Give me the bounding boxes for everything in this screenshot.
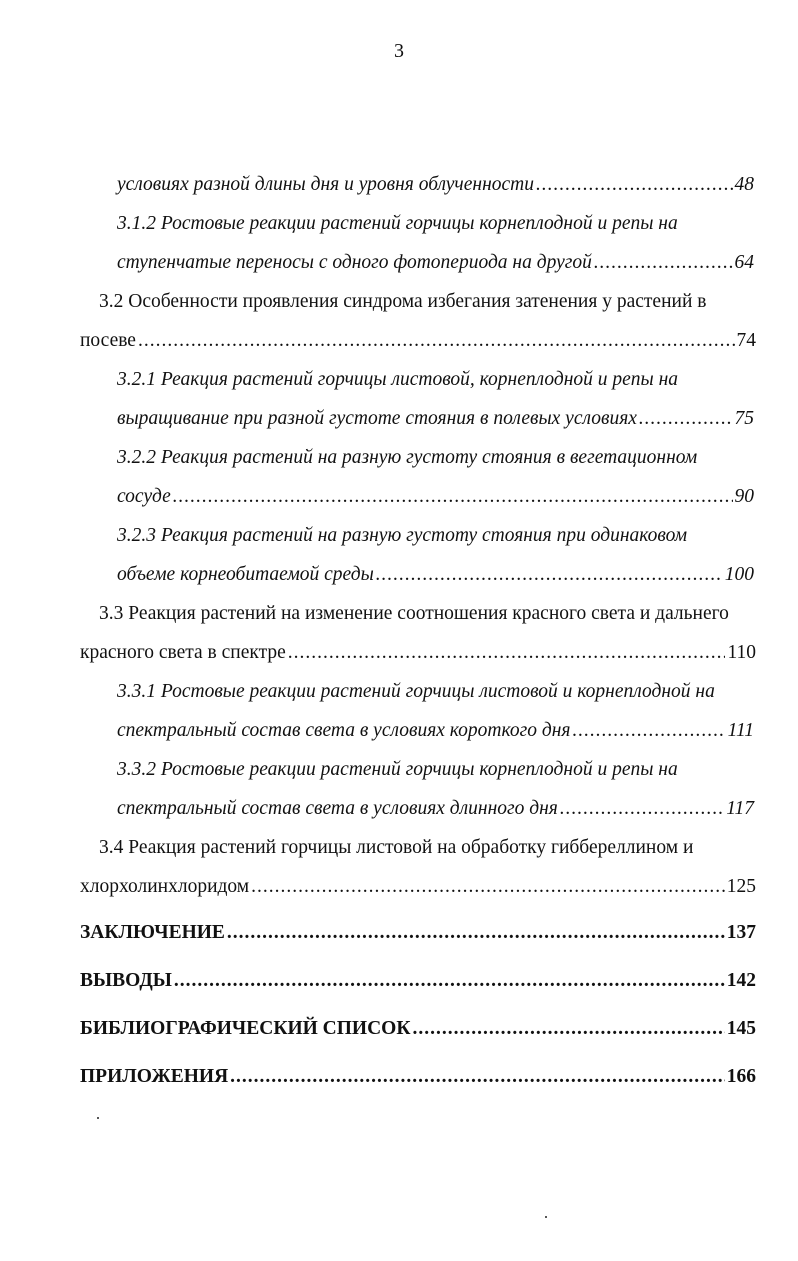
toc-entry-text: 3.3.1 Ростовые реакции растений горчицы листовой и корнеплодной на: [117, 681, 715, 702]
toc-entry-text: объеме корнеобитаемой среды: [117, 564, 374, 585]
toc-entry-text: 3.3 Реакция растений на изменение соотношения красного света и дальнего: [99, 603, 729, 624]
dot-leader: [536, 172, 733, 198]
toc-entry-page: 75: [734, 408, 754, 429]
dot-leader: [560, 796, 724, 822]
dot-leader: [639, 406, 733, 432]
toc-entry-last-line: [80, 968, 756, 994]
toc-entry-text: 3.2.1 Реакция растений горчицы листовой, корнеплодной и репы на: [117, 369, 679, 390]
toc-entry-text: хлорхолинхлоридом: [80, 876, 250, 897]
toc-entry-line: [117, 367, 754, 393]
toc-entry-last-line: [117, 796, 754, 822]
toc-entry-text: сосуде: [117, 486, 171, 507]
toc-entry-text: 3.3.2 Ростовые реакции растений горчицы корнеплодной и репы на: [117, 759, 678, 780]
scan-speck: [545, 1216, 547, 1218]
dot-leader: [227, 920, 725, 946]
toc-entry-text: ПРИЛОЖЕНИЯ: [80, 1066, 229, 1087]
toc-entry-last-line: [80, 328, 756, 354]
toc-entry-line: [117, 211, 754, 237]
toc-entry-text: ЗАКЛЮЧЕНИЕ: [80, 922, 225, 943]
toc-entry-text: спектральный состав света в условиях длинного дня: [117, 798, 558, 819]
toc-entry-last-line: [80, 1064, 756, 1090]
toc-entry-page: 74: [736, 330, 756, 351]
toc-entry-text: 3.2 Особенности проявления синдрома избегания затенения у растений в: [99, 291, 707, 312]
dot-leader: [572, 718, 725, 744]
toc-entry-page: 48: [734, 174, 754, 195]
toc-entry-line: [117, 757, 754, 783]
toc-entry-page: 90: [734, 486, 754, 507]
toc-entry-last-line: [117, 562, 754, 588]
toc-entry-text: БИБЛИОГРАФИЧЕСКИЙ СПИСОК: [80, 1018, 411, 1039]
dot-leader: [251, 874, 725, 900]
toc-entry-last-line: [117, 250, 754, 276]
dot-leader: [376, 562, 723, 588]
toc-entry-text: ступенчатые переносы с одного фотопериода на другой: [117, 252, 592, 273]
toc-entry-page: 137: [726, 922, 756, 943]
toc-entry-text: ВЫВОДЫ: [80, 970, 172, 991]
dot-leader: [412, 1016, 724, 1042]
dot-leader: [173, 484, 733, 510]
toc-entry-text: 3.4 Реакция растений горчицы листовой на обработку гиббереллином и: [99, 837, 694, 858]
toc-entry-text: 3.2.3 Реакция растений на разную густоту стояния при одинаковом: [117, 525, 688, 546]
dot-leader: [174, 968, 725, 994]
toc-entry-text: выращивание при разной густоте стояния в полевых условиях: [117, 408, 637, 429]
toc-entry-line: [99, 289, 755, 315]
dot-leader: [594, 250, 733, 276]
toc-entry-last-line: [80, 640, 756, 666]
toc-entry-page: 111: [727, 720, 754, 741]
toc-entry-line: [99, 835, 755, 861]
toc-entry-text: условиях разной длины дня и уровня облученности: [117, 174, 534, 195]
dot-leader: [288, 640, 726, 666]
toc-entry-page: 166: [726, 1066, 756, 1087]
toc-entry-last-line: [80, 1016, 756, 1042]
toc-entry-line: [117, 445, 754, 471]
toc-entry-last-line: [117, 484, 754, 510]
toc-entry-text: спектральный состав света в условиях короткого дня: [117, 720, 571, 741]
toc-entry-text: 3.1.2 Ростовые реакции растений горчицы корнеплодной и репы на: [117, 213, 678, 234]
toc-entry-page: 145: [726, 1018, 756, 1039]
toc-entry-line: [117, 679, 754, 705]
toc-entry-page: 142: [726, 970, 756, 991]
toc-entry-page: 125: [726, 876, 756, 897]
toc-entry-text: посеве: [80, 330, 136, 351]
toc-entry-page: 117: [726, 798, 754, 819]
page-number: 3: [394, 40, 404, 62]
toc-entry-last-line: [117, 718, 754, 744]
toc-entry-page: 110: [727, 642, 756, 663]
toc-entry-text: красного света в спектре: [80, 642, 286, 663]
toc-entry-text: 3.2.2 Реакция растений на разную густоту стояния в вегетационном: [117, 447, 698, 468]
toc-entry-page: 100: [724, 564, 754, 585]
toc-entry-last-line: [117, 172, 754, 198]
scan-speck: [97, 1117, 99, 1119]
toc-entry-line: [117, 523, 754, 549]
toc-entry-line: [99, 601, 755, 627]
toc-entry-page: 64: [734, 252, 754, 273]
toc-entry-last-line: [117, 406, 754, 432]
toc-entry-last-line: [80, 920, 756, 946]
dot-leader: [230, 1064, 725, 1090]
dot-leader: [138, 328, 735, 354]
toc-entry-last-line: [80, 874, 756, 900]
